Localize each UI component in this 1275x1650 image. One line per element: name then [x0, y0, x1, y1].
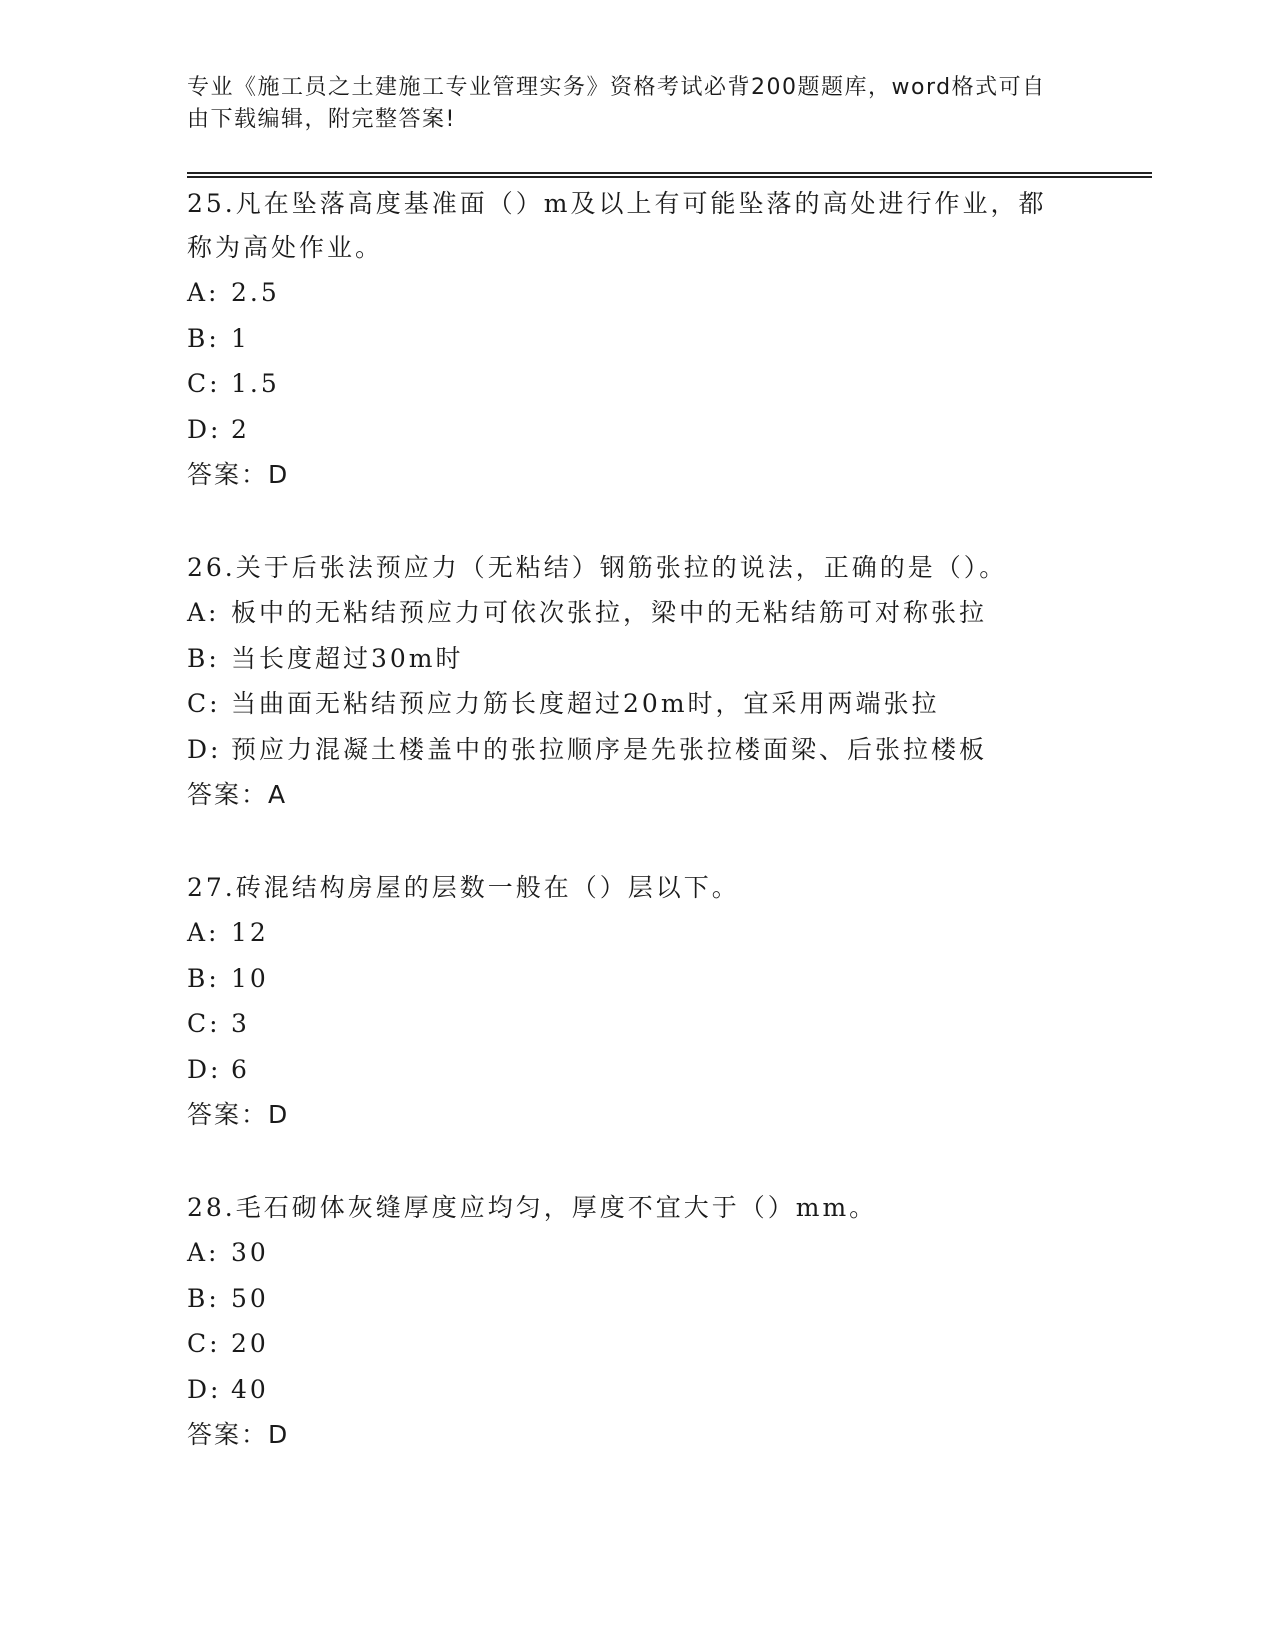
question-list — [187, 182, 1152, 1457]
option-key: B: — [187, 323, 220, 353]
question-item — [187, 546, 1152, 817]
option-a — [187, 270, 1152, 316]
document-header: 专业《施工员之土建施工专业管理实务》资格考试必背200题题库，word格式可自由下载编辑，附完整答案! — [187, 75, 1046, 132]
option-key: D: — [187, 734, 222, 764]
option-value: 40 — [231, 1374, 269, 1404]
header-divider — [187, 172, 1152, 178]
option-a — [187, 910, 1152, 956]
question-text: 25.凡在坠落高度基准面（）m及以上有可能坠落的高处进行作业，都称为高处作业。 — [187, 189, 1047, 262]
option-value: 1 — [231, 323, 250, 353]
option-b — [187, 956, 1152, 1002]
option-key: B: — [187, 963, 220, 993]
option-value: 20 — [231, 1329, 269, 1358]
option-value: 预应力混凝土楼盖中的张拉顺序是先张拉楼面梁、后张拉楼板 — [231, 734, 988, 764]
answer-line: 答案：A — [187, 780, 288, 809]
question-item — [187, 182, 1152, 497]
question-text: 28.毛石砌体灰缝厚度应均匀，厚度不宜大于（）mm。 — [187, 1193, 878, 1222]
option-d — [187, 1047, 1152, 1093]
option-b — [187, 316, 1152, 362]
option-value: 1.5 — [231, 369, 280, 398]
question-text: 26.关于后张法预应力（无粘结）钢筋张拉的说法，正确的是（）。 — [187, 553, 1008, 582]
option-b — [187, 636, 1152, 682]
option-d — [187, 1367, 1152, 1413]
option-value: 12 — [231, 918, 269, 947]
option-value: 当曲面无粘结预应力筋长度超过20m时，宜采用两端张拉 — [231, 689, 940, 718]
question-item — [187, 866, 1152, 1137]
option-key: D: — [187, 414, 222, 444]
option-key: A: — [187, 598, 220, 627]
option-c — [187, 1321, 1152, 1367]
answer-line: 答案：D — [187, 460, 290, 489]
document-page — [187, 72, 1152, 1506]
option-key: B: — [187, 643, 220, 673]
option-value: 50 — [231, 1283, 269, 1313]
option-key: A: — [187, 278, 220, 307]
option-value: 3 — [231, 1009, 250, 1038]
question-text: 27.砖混结构房屋的层数一般在（）层以下。 — [187, 873, 740, 902]
option-key: A: — [187, 918, 220, 947]
option-value: 当长度超过30m时 — [231, 643, 464, 673]
option-key: A: — [187, 1238, 220, 1267]
option-value: 2 — [231, 414, 250, 444]
option-a — [187, 590, 1152, 636]
question-item — [187, 1186, 1152, 1457]
option-c — [187, 1001, 1152, 1047]
option-key: C: — [187, 369, 221, 398]
option-value: 2.5 — [231, 278, 280, 307]
answer-line: 答案：D — [187, 1420, 290, 1449]
option-value: 板中的无粘结预应力可依次张拉，梁中的无粘结筋可对称张拉 — [231, 598, 988, 627]
option-d — [187, 727, 1152, 773]
option-c — [187, 361, 1152, 407]
option-key: C: — [187, 1009, 221, 1038]
option-key: C: — [187, 1329, 221, 1358]
option-key: B: — [187, 1283, 220, 1313]
answer-line: 答案：D — [187, 1100, 290, 1129]
option-key: C: — [187, 689, 221, 718]
option-a — [187, 1230, 1152, 1276]
option-value: 6 — [231, 1054, 250, 1084]
option-b — [187, 1276, 1152, 1322]
option-c — [187, 681, 1152, 727]
option-d — [187, 407, 1152, 453]
option-value: 30 — [231, 1238, 269, 1267]
option-key: D: — [187, 1374, 222, 1404]
option-key: D: — [187, 1054, 222, 1084]
option-value: 10 — [231, 963, 269, 993]
